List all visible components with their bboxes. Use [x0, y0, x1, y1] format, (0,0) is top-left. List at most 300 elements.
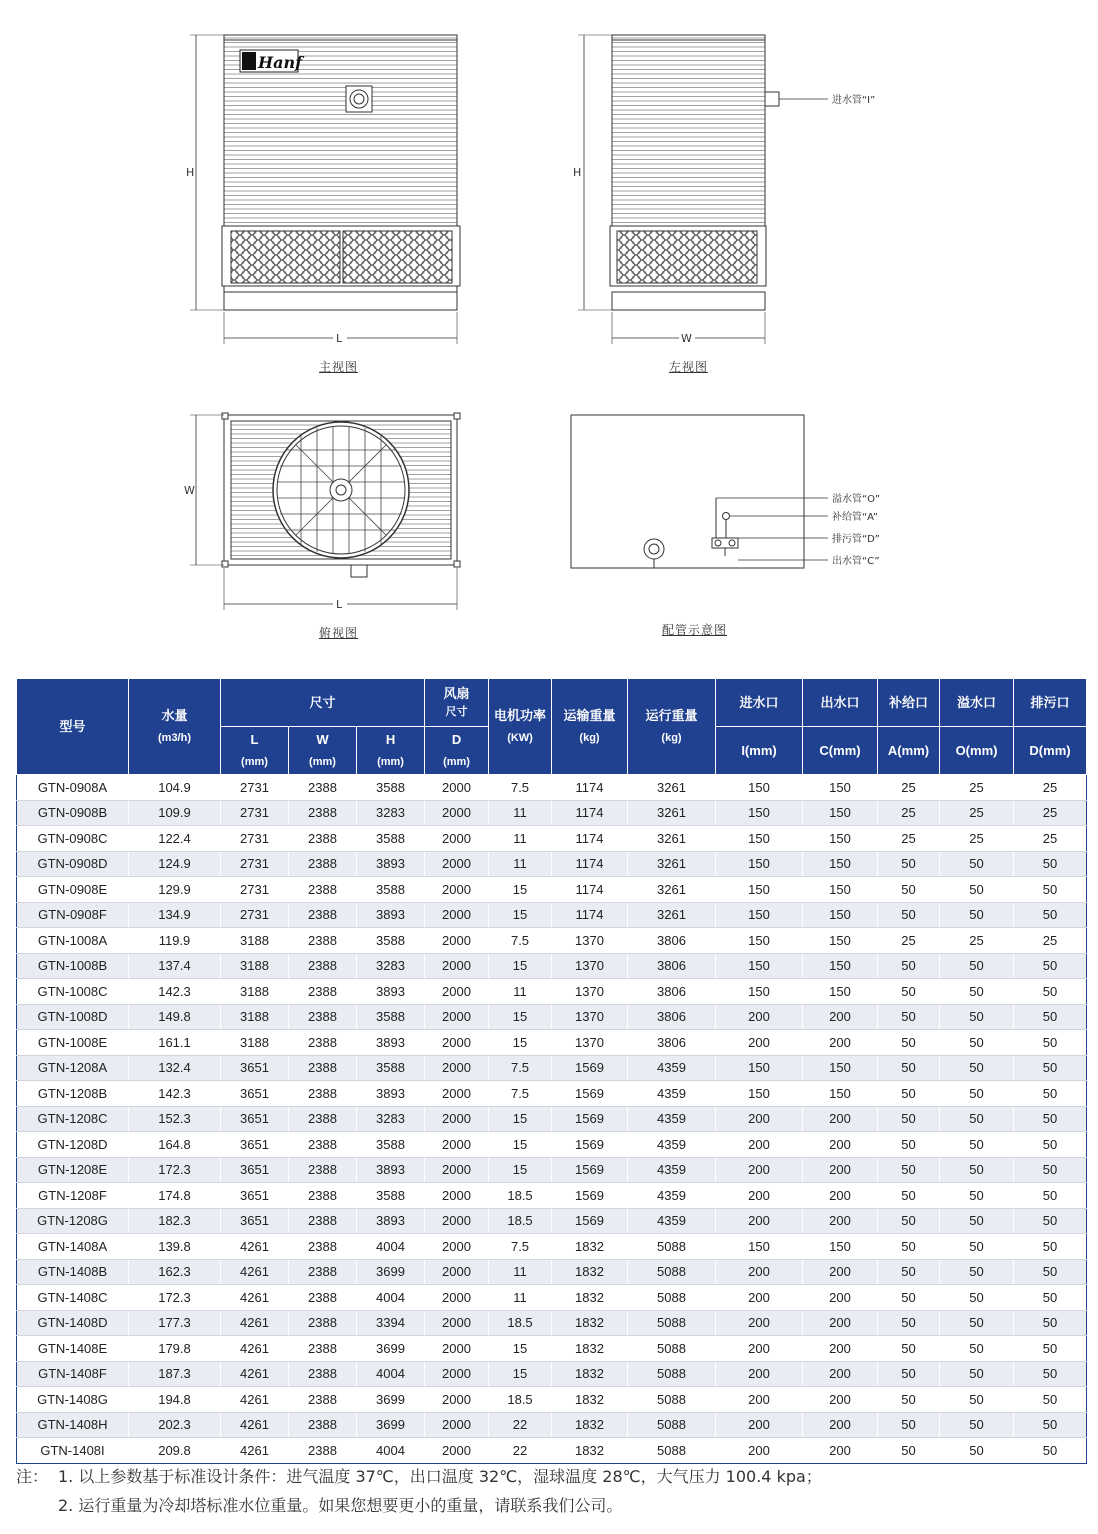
table-cell: 50	[878, 1412, 940, 1438]
table-row	[17, 877, 1087, 903]
table-cell: 50	[940, 1208, 1014, 1234]
table-cell: 200	[803, 1106, 878, 1132]
table-cell: 3651	[221, 1106, 289, 1132]
table-cell: 3588	[357, 1132, 425, 1158]
table-cell: 3806	[628, 1004, 716, 1030]
dim-l-label: L	[336, 332, 343, 345]
table-cell: 4359	[628, 1157, 716, 1183]
table-cell: 11	[489, 979, 552, 1005]
table-cell: 50	[1014, 1387, 1087, 1413]
table-cell: 11	[489, 826, 552, 852]
table-cell: 2388	[289, 1106, 357, 1132]
table-cell: 2000	[425, 800, 489, 826]
table-row	[17, 928, 1087, 954]
table-cell: 50	[940, 1387, 1014, 1413]
table-cell: GTN-0908C	[17, 826, 129, 852]
table-cell: 150	[716, 851, 803, 877]
table-cell: 200	[716, 1183, 803, 1209]
table-cell: 2000	[425, 1055, 489, 1081]
table-cell: 3261	[628, 775, 716, 801]
table-cell: 200	[716, 1132, 803, 1158]
table-cell: 2388	[289, 953, 357, 979]
table-row	[17, 800, 1087, 826]
table-cell: 124.9	[129, 851, 221, 877]
table-cell: 3651	[221, 1055, 289, 1081]
table-cell: 2000	[425, 1004, 489, 1030]
table-cell: 50	[940, 851, 1014, 877]
table-cell: 1370	[552, 1004, 628, 1030]
table-cell: 2000	[425, 902, 489, 928]
notes	[16, 1462, 822, 1520]
table-cell: GTN-0908D	[17, 851, 129, 877]
table-cell: 1174	[552, 826, 628, 852]
table-cell: 2388	[289, 826, 357, 852]
table-row	[17, 1132, 1087, 1158]
table-cell: 150	[803, 1234, 878, 1260]
table-cell: 25	[940, 800, 1014, 826]
table-row	[17, 826, 1087, 852]
table-cell: 18.5	[489, 1183, 552, 1209]
table-cell: 2388	[289, 1285, 357, 1311]
engineering-drawings	[0, 0, 1098, 660]
table-cell: 200	[716, 1030, 803, 1056]
table-cell: 200	[716, 1106, 803, 1132]
table-cell: 4261	[221, 1234, 289, 1260]
table-cell: 3651	[221, 1132, 289, 1158]
table-cell: 15	[489, 902, 552, 928]
table-cell: 50	[940, 1234, 1014, 1260]
table-cell: GTN-1008B	[17, 953, 129, 979]
table-cell: GTN-1208A	[17, 1055, 129, 1081]
table-cell: 149.8	[129, 1004, 221, 1030]
table-cell: 4261	[221, 1361, 289, 1387]
table-cell: 3588	[357, 1183, 425, 1209]
table-cell: 2000	[425, 1387, 489, 1413]
table-cell: GTN-1208D	[17, 1132, 129, 1158]
header-drain: 排污口	[1014, 679, 1087, 727]
table-cell: 3261	[628, 800, 716, 826]
table-cell: 50	[878, 902, 940, 928]
table-cell: 200	[803, 1132, 878, 1158]
table-cell: 2000	[425, 877, 489, 903]
table-cell: 150	[716, 826, 803, 852]
table-cell: 200	[803, 1157, 878, 1183]
table-cell: 150	[716, 1081, 803, 1107]
table-cell: 152.3	[129, 1106, 221, 1132]
table-cell: 1832	[552, 1336, 628, 1362]
table-row	[17, 1438, 1087, 1464]
table-cell: 150	[803, 877, 878, 903]
table-cell: 11	[489, 1259, 552, 1285]
table-cell: 2000	[425, 1081, 489, 1107]
table-cell: 200	[716, 1310, 803, 1336]
table-cell: 150	[803, 902, 878, 928]
table-row	[17, 1234, 1087, 1260]
inlet-pipe-label: 进水管“I”	[832, 95, 876, 106]
table-cell: 2731	[221, 877, 289, 903]
table-cell: 2000	[425, 1412, 489, 1438]
table-cell: 2388	[289, 800, 357, 826]
table-cell: 1832	[552, 1234, 628, 1260]
table-cell: 179.8	[129, 1336, 221, 1362]
table-cell: 3283	[357, 953, 425, 979]
table-cell: 50	[940, 979, 1014, 1005]
table-cell: 3651	[221, 1157, 289, 1183]
table-cell: 4261	[221, 1412, 289, 1438]
table-cell: 50	[1014, 1106, 1087, 1132]
table-cell: 2388	[289, 851, 357, 877]
header-model: 型号	[17, 679, 129, 775]
table-cell: 3188	[221, 953, 289, 979]
table-cell: 3893	[357, 1030, 425, 1056]
table-cell: 2000	[425, 1361, 489, 1387]
table-cell: 50	[878, 851, 940, 877]
table-cell: 50	[878, 1004, 940, 1030]
table-cell: 50	[940, 1004, 1014, 1030]
table-cell: 3893	[357, 1157, 425, 1183]
table-cell: 2000	[425, 1336, 489, 1362]
header-h: H (mm)	[357, 727, 425, 775]
table-cell: 50	[940, 877, 1014, 903]
table-cell: 1832	[552, 1438, 628, 1464]
piping-diagram-label: 配管示意图	[662, 623, 728, 637]
table-cell: 50	[940, 953, 1014, 979]
table-row	[17, 851, 1087, 877]
table-row	[17, 979, 1087, 1005]
header-outlet: 出水口	[803, 679, 878, 727]
table-cell: 150	[716, 800, 803, 826]
table-cell: 150	[716, 953, 803, 979]
table-cell: 200	[716, 1157, 803, 1183]
spec-table-body	[17, 775, 1087, 1464]
table-cell: 15	[489, 1106, 552, 1132]
table-cell: 1569	[552, 1157, 628, 1183]
table-cell: 50	[1014, 877, 1087, 903]
table-cell: 15	[489, 1157, 552, 1183]
table-cell: 174.8	[129, 1183, 221, 1209]
table-cell: 2000	[425, 851, 489, 877]
table-cell: 50	[1014, 953, 1087, 979]
table-cell: 3806	[628, 953, 716, 979]
table-cell: 3261	[628, 826, 716, 852]
table-cell: 2000	[425, 1310, 489, 1336]
table-cell: 3588	[357, 826, 425, 852]
table-cell: 7.5	[489, 1234, 552, 1260]
table-cell: 1569	[552, 1208, 628, 1234]
table-cell: 50	[878, 1132, 940, 1158]
table-cell: 50	[1014, 1157, 1087, 1183]
table-cell: GTN-1408A	[17, 1234, 129, 1260]
table-cell: 50	[940, 1157, 1014, 1183]
table-cell: 3261	[628, 877, 716, 903]
table-cell: 5088	[628, 1412, 716, 1438]
table-cell: 2388	[289, 1055, 357, 1081]
table-cell: 25	[878, 800, 940, 826]
table-cell: 139.8	[129, 1234, 221, 1260]
table-cell: 1174	[552, 800, 628, 826]
notes-label: 注：	[16, 1467, 49, 1486]
table-cell: 172.3	[129, 1285, 221, 1311]
header-l: L (mm)	[221, 727, 289, 775]
table-row	[17, 1387, 1087, 1413]
table-row	[17, 1004, 1087, 1030]
table-cell: 2000	[425, 1259, 489, 1285]
spec-table-header	[17, 679, 1087, 775]
table-cell: 50	[940, 1055, 1014, 1081]
table-cell: 200	[716, 1387, 803, 1413]
table-cell: 1832	[552, 1259, 628, 1285]
table-cell: 25	[878, 928, 940, 954]
table-cell: 50	[940, 1285, 1014, 1311]
header-inlet-unit: I(mm)	[716, 727, 803, 775]
header-w: W (mm)	[289, 727, 357, 775]
table-cell: 15	[489, 1004, 552, 1030]
table-cell: 50	[878, 1336, 940, 1362]
table-cell: 2388	[289, 1234, 357, 1260]
table-cell: 3699	[357, 1412, 425, 1438]
table-cell: 15	[489, 953, 552, 979]
header-size: 尺寸	[221, 679, 425, 727]
table-cell: 50	[878, 1387, 940, 1413]
table-cell: 4359	[628, 1183, 716, 1209]
table-cell: 50	[1014, 1030, 1087, 1056]
table-cell: 2388	[289, 1336, 357, 1362]
table-cell: 50	[940, 1336, 1014, 1362]
table-row	[17, 1106, 1087, 1132]
table-cell: GTN-1408B	[17, 1259, 129, 1285]
table-cell: 2388	[289, 1361, 357, 1387]
table-cell: 50	[940, 1438, 1014, 1464]
table-cell: 2388	[289, 1387, 357, 1413]
table-cell: 50	[878, 1157, 940, 1183]
table-cell: 2000	[425, 1208, 489, 1234]
table-row	[17, 1157, 1087, 1183]
table-cell: 3699	[357, 1387, 425, 1413]
table-cell: 150	[716, 928, 803, 954]
table-cell: 200	[803, 1030, 878, 1056]
table-cell: 50	[878, 1055, 940, 1081]
table-cell: 1569	[552, 1106, 628, 1132]
table-cell: 3588	[357, 775, 425, 801]
table-cell: 18.5	[489, 1208, 552, 1234]
table-cell: 15	[489, 1132, 552, 1158]
table-cell: GTN-0908E	[17, 877, 129, 903]
table-cell: 50	[878, 1438, 940, 1464]
table-cell: GTN-1408E	[17, 1336, 129, 1362]
table-cell: 4261	[221, 1310, 289, 1336]
header-flow: 水量 (m3/h)	[129, 679, 221, 775]
table-cell: 150	[803, 979, 878, 1005]
table-cell: GTN-0908A	[17, 775, 129, 801]
table-cell: 7.5	[489, 928, 552, 954]
table-cell: 2388	[289, 877, 357, 903]
table-cell: 4359	[628, 1208, 716, 1234]
table-cell: 7.5	[489, 775, 552, 801]
table-cell: 200	[803, 1387, 878, 1413]
table-cell: 4359	[628, 1132, 716, 1158]
table-cell: 200	[716, 1438, 803, 1464]
table-cell: 3283	[357, 800, 425, 826]
table-row	[17, 1055, 1087, 1081]
table-cell: 202.3	[129, 1412, 221, 1438]
table-cell: 50	[1014, 1412, 1087, 1438]
outlet-pipe-label: 出水管“C”	[832, 556, 880, 567]
piping-diagram	[571, 415, 880, 568]
table-cell: 2000	[425, 1285, 489, 1311]
table-cell: 2388	[289, 1081, 357, 1107]
table-cell: 3893	[357, 1081, 425, 1107]
table-cell: GTN-1008E	[17, 1030, 129, 1056]
table-cell: 150	[803, 826, 878, 852]
table-cell: 209.8	[129, 1438, 221, 1464]
table-cell: 50	[878, 1285, 940, 1311]
table-cell: 3893	[357, 979, 425, 1005]
table-cell: 50	[878, 1361, 940, 1387]
table-cell: 50	[1014, 1310, 1087, 1336]
table-cell: 50	[1014, 1055, 1087, 1081]
table-cell: 1370	[552, 1030, 628, 1056]
table-cell: 50	[878, 1259, 940, 1285]
table-cell: GTN-1208C	[17, 1106, 129, 1132]
table-cell: 7.5	[489, 1081, 552, 1107]
table-cell: 2000	[425, 826, 489, 852]
table-cell: 1832	[552, 1361, 628, 1387]
header-makeup: 补给口	[878, 679, 940, 727]
table-cell: 50	[940, 1310, 1014, 1336]
table-row	[17, 953, 1087, 979]
table-cell: 3283	[357, 1106, 425, 1132]
table-cell: 22	[489, 1412, 552, 1438]
table-cell: 5088	[628, 1310, 716, 1336]
table-row	[17, 1030, 1087, 1056]
dim-l-label-top: L	[336, 598, 343, 611]
table-cell: 25	[878, 775, 940, 801]
table-cell: 150	[716, 775, 803, 801]
table-cell: 50	[940, 1183, 1014, 1209]
table-cell: 3806	[628, 928, 716, 954]
header-overflow: 溢水口	[940, 679, 1014, 727]
table-cell: 2000	[425, 1157, 489, 1183]
table-cell: 2000	[425, 979, 489, 1005]
table-cell: 1832	[552, 1310, 628, 1336]
table-cell: 150	[716, 979, 803, 1005]
table-cell: 4261	[221, 1336, 289, 1362]
table-cell: 2000	[425, 1234, 489, 1260]
table-cell: 4261	[221, 1285, 289, 1311]
table-cell: GTN-1408G	[17, 1387, 129, 1413]
table-cell: 25	[940, 775, 1014, 801]
table-cell: 2000	[425, 1030, 489, 1056]
table-cell: 50	[940, 902, 1014, 928]
table-cell: 3651	[221, 1208, 289, 1234]
table-cell: 200	[716, 1004, 803, 1030]
table-cell: 150	[716, 902, 803, 928]
table-cell: 2000	[425, 928, 489, 954]
table-cell: 3588	[357, 928, 425, 954]
table-cell: 50	[1014, 902, 1087, 928]
table-cell: 3893	[357, 851, 425, 877]
table-cell: 25	[940, 826, 1014, 852]
table-cell: 2731	[221, 902, 289, 928]
table-cell: GTN-1208F	[17, 1183, 129, 1209]
table-cell: 50	[940, 1081, 1014, 1107]
table-cell: 7.5	[489, 1055, 552, 1081]
table-cell: GTN-1408D	[17, 1310, 129, 1336]
table-cell: 5088	[628, 1285, 716, 1311]
top-view-label: 俯视图	[319, 626, 359, 640]
makeup-pipe-label: 补给管“A”	[832, 512, 878, 523]
table-cell: 109.9	[129, 800, 221, 826]
table-cell: 200	[803, 1259, 878, 1285]
table-row	[17, 902, 1087, 928]
table-cell: GTN-1208B	[17, 1081, 129, 1107]
table-cell: 150	[803, 928, 878, 954]
table-cell: 4004	[357, 1234, 425, 1260]
table-cell: 200	[803, 1438, 878, 1464]
table-cell: 50	[1014, 1361, 1087, 1387]
note-line-2: 2. 运行重量为冷却塔标准水位重量。如果您想要更小的重量，请联系我们公司。	[58, 1496, 623, 1515]
table-row	[17, 775, 1087, 801]
header-op-weight: 运行重量 (kg)	[628, 679, 716, 775]
table-cell: 200	[803, 1336, 878, 1362]
table-cell: 50	[1014, 1183, 1087, 1209]
table-row	[17, 1310, 1087, 1336]
table-cell: 15	[489, 1361, 552, 1387]
table-cell: GTN-1008A	[17, 928, 129, 954]
table-cell: 2000	[425, 1183, 489, 1209]
table-cell: 2388	[289, 928, 357, 954]
table-cell: 4359	[628, 1081, 716, 1107]
table-cell: 4004	[357, 1438, 425, 1464]
table-cell: 2388	[289, 1310, 357, 1336]
table-cell: 50	[940, 1259, 1014, 1285]
table-cell: 11	[489, 851, 552, 877]
table-cell: 177.3	[129, 1310, 221, 1336]
table-cell: 3651	[221, 1183, 289, 1209]
table-cell: 25	[1014, 775, 1087, 801]
table-cell: 1569	[552, 1055, 628, 1081]
spec-table	[16, 678, 1087, 1464]
table-row	[17, 1412, 1087, 1438]
table-cell: 50	[878, 877, 940, 903]
table-cell: 3261	[628, 902, 716, 928]
front-view-label: 主视图	[319, 360, 359, 374]
table-cell: 2388	[289, 1412, 357, 1438]
table-row	[17, 1259, 1087, 1285]
table-cell: 50	[878, 979, 940, 1005]
table-cell: 50	[878, 1234, 940, 1260]
header-motor: 电机功率 (KW)	[489, 679, 552, 775]
table-cell: 5088	[628, 1234, 716, 1260]
table-cell: 50	[1014, 1336, 1087, 1362]
table-cell: 50	[1014, 1285, 1087, 1311]
header-inlet: 进水口	[716, 679, 803, 727]
table-cell: GTN-1408H	[17, 1412, 129, 1438]
table-row	[17, 1285, 1087, 1311]
table-cell: 15	[489, 1030, 552, 1056]
table-cell: 2731	[221, 851, 289, 877]
header-fan-size: 风扇 尺寸	[425, 679, 489, 727]
table-cell: 50	[940, 1106, 1014, 1132]
table-cell: 18.5	[489, 1387, 552, 1413]
table-cell: 5088	[628, 1361, 716, 1387]
table-cell: 200	[716, 1361, 803, 1387]
table-cell: 50	[1014, 1004, 1087, 1030]
table-cell: 25	[1014, 826, 1087, 852]
front-view	[186, 35, 460, 345]
table-cell: 150	[803, 1055, 878, 1081]
table-cell: 187.3	[129, 1361, 221, 1387]
